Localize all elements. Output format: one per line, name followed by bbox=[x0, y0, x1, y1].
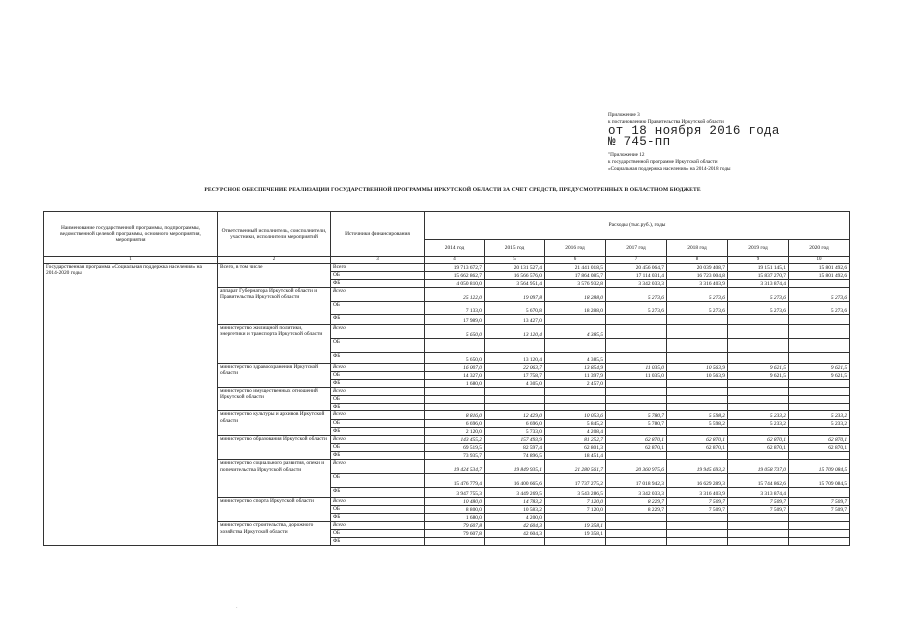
value-cell bbox=[789, 404, 850, 411]
column-name-header: Наименование государственной программы, подпрограммы, ведомственной целевой программы, основного мероприятия, мероприятия bbox=[44, 212, 218, 257]
value-cell: 7 133,0 bbox=[425, 302, 485, 315]
value-cell bbox=[728, 388, 789, 396]
value-cell bbox=[789, 380, 850, 388]
source-cell: Всего bbox=[331, 460, 425, 474]
value-cell: 19 151 145,1 bbox=[728, 264, 789, 272]
value-cell: 8 229,7 bbox=[606, 506, 667, 514]
value-cell: 21 441 018,5 bbox=[545, 264, 606, 272]
value-cell bbox=[606, 404, 667, 411]
value-cell: 5 273,6 bbox=[606, 288, 667, 302]
value-cell: 3 543 286,5 bbox=[545, 488, 606, 498]
value-cell bbox=[789, 530, 850, 538]
value-cell bbox=[485, 396, 545, 404]
value-cell: 19 358,1 bbox=[545, 530, 606, 538]
source-cell: ОБ bbox=[331, 272, 425, 280]
executor-cell: министерство социального развития, опеки и попечительства Иркутской области bbox=[218, 460, 331, 498]
value-cell bbox=[789, 353, 850, 364]
executor-cell: министерство имущественных отношений Иркутской области bbox=[218, 388, 331, 411]
value-cell bbox=[789, 325, 850, 339]
source-cell: ОБ bbox=[331, 530, 425, 538]
column-number: 9 bbox=[728, 257, 789, 264]
value-cell bbox=[606, 452, 667, 460]
year-header: 2016 год bbox=[545, 240, 606, 257]
executor-cell: министерство здравоохранения Иркутской области bbox=[218, 364, 331, 388]
year-header: 2019 год bbox=[728, 240, 789, 257]
value-cell bbox=[667, 452, 728, 460]
year-header: 2018 год bbox=[667, 240, 728, 257]
value-cell bbox=[728, 380, 789, 388]
value-cell: 11 035,0 bbox=[606, 372, 667, 380]
value-cell: 5 650,0 bbox=[425, 325, 485, 339]
value-cell: 4 200,0 bbox=[485, 514, 545, 522]
value-cell: 3 316 403,9 bbox=[667, 280, 728, 288]
value-cell: 17 018 942,3 bbox=[606, 474, 667, 488]
column-executor-header: Ответственный исполнитель, соисполнители, участники, исполнители мероприятий bbox=[218, 212, 331, 257]
value-cell: 5 780,7 bbox=[606, 411, 667, 420]
value-cell bbox=[789, 514, 850, 522]
value-cell bbox=[485, 404, 545, 411]
value-cell: 15 837 270,7 bbox=[728, 272, 789, 280]
value-cell bbox=[728, 530, 789, 538]
value-cell: 9 621,5 bbox=[789, 372, 850, 380]
source-cell: ФБ bbox=[331, 404, 425, 411]
value-cell bbox=[789, 339, 850, 353]
value-cell: 5 670,8 bbox=[485, 302, 545, 315]
value-cell: 157 493,9 bbox=[485, 436, 545, 444]
value-cell bbox=[728, 404, 789, 411]
value-cell: 3 342 033,3 bbox=[606, 280, 667, 288]
value-cell bbox=[425, 404, 485, 411]
value-cell: 5 598,2 bbox=[667, 420, 728, 428]
value-cell: 5 780,7 bbox=[606, 420, 667, 428]
value-cell: 7 509,7 bbox=[667, 506, 728, 514]
stamp-date: от 18 ноября 2016 года bbox=[608, 124, 780, 138]
value-cell: 10 563,9 bbox=[667, 372, 728, 380]
value-cell: 15 744 862,6 bbox=[728, 474, 789, 488]
value-cell: 10 563,9 bbox=[667, 364, 728, 372]
value-cell bbox=[789, 488, 850, 498]
value-cell: 5 650,0 bbox=[425, 353, 485, 364]
value-cell: 16 566 576,0 bbox=[485, 272, 545, 280]
document-title: РЕСУРСНОЕ ОБЕСПЕЧЕНИЕ РЕАЛИЗАЦИИ ГОСУДАРСТВЕННОЙ ПРОГРАММЫ ИРКУТСКОЙ ОБЛАСТИ ЗА СЧЕТ СРЕДСТВ, ПРЕДУСМОТРЕННЫХ В ОБЛАСТНОМ БЮДЖЕТЕ bbox=[204, 187, 701, 193]
value-cell: 5 273,6 bbox=[789, 288, 850, 302]
value-cell: 82 597,4 bbox=[485, 444, 545, 452]
value-cell: 5 273,6 bbox=[789, 302, 850, 315]
value-cell bbox=[789, 396, 850, 404]
value-cell bbox=[606, 396, 667, 404]
value-cell bbox=[728, 396, 789, 404]
value-cell: 10 480,0 bbox=[425, 498, 485, 506]
value-cell: 9 621,5 bbox=[728, 372, 789, 380]
source-cell: Всего bbox=[331, 436, 425, 444]
value-cell bbox=[667, 538, 728, 546]
column-number: 5 bbox=[485, 257, 545, 264]
executor-cell: министерство образования Иркутской области bbox=[218, 436, 331, 460]
source-cell: ОБ bbox=[331, 372, 425, 380]
value-cell: 25 122,0 bbox=[425, 288, 485, 302]
decree-label: к постановлению Правительства Иркутской области bbox=[608, 119, 724, 125]
value-cell bbox=[667, 380, 728, 388]
program-name-label: «Социальная поддержка населения» на 2014-2018 годы bbox=[608, 166, 731, 172]
column-number: 1 bbox=[44, 257, 218, 264]
value-cell: 6 696,0 bbox=[485, 420, 545, 428]
value-cell: 19 058 737,0 bbox=[728, 460, 789, 474]
value-cell bbox=[606, 522, 667, 530]
appendix-3-label: Приложение 3 bbox=[608, 112, 640, 118]
value-cell: 16 629 289,3 bbox=[667, 474, 728, 488]
value-cell: 19 713 672,7 bbox=[425, 264, 485, 272]
value-cell: 9 621,5 bbox=[789, 364, 850, 372]
source-cell: ФБ bbox=[331, 353, 425, 364]
value-cell: 69 519,5 bbox=[425, 444, 485, 452]
value-cell: 5 233,2 bbox=[789, 411, 850, 420]
value-cell: 6 696,0 bbox=[425, 420, 485, 428]
source-cell: ФБ bbox=[331, 514, 425, 522]
value-cell bbox=[728, 353, 789, 364]
executor-cell: аппарат Губернатора Иркутской области и Правительства Иркутской области bbox=[218, 288, 331, 325]
value-cell: 5 273,6 bbox=[667, 302, 728, 315]
source-cell: Всего bbox=[331, 288, 425, 302]
column-expenses-header: Расходы (тыс.руб.), годы bbox=[425, 212, 850, 240]
value-cell bbox=[485, 339, 545, 353]
value-cell: 4 385,5 bbox=[545, 353, 606, 364]
value-cell bbox=[728, 325, 789, 339]
year-header: 2020 год bbox=[789, 240, 850, 257]
value-cell: 4 385,5 bbox=[545, 325, 606, 339]
value-cell bbox=[728, 522, 789, 530]
value-cell: 11 397,9 bbox=[545, 372, 606, 380]
value-cell: 19 945 693,2 bbox=[667, 460, 728, 474]
value-cell bbox=[606, 315, 667, 325]
value-cell: 81 252,7 bbox=[545, 436, 606, 444]
value-cell: 7 509,7 bbox=[728, 498, 789, 506]
value-cell bbox=[667, 404, 728, 411]
value-cell bbox=[545, 404, 606, 411]
source-cell: Всего bbox=[331, 364, 425, 372]
source-cell: ОБ bbox=[331, 506, 425, 514]
value-cell: 13 854,9 bbox=[545, 364, 606, 372]
value-cell: 16 400 665,6 bbox=[485, 474, 545, 488]
value-cell: 62 870,1 bbox=[606, 436, 667, 444]
value-cell: 20 039 408,7 bbox=[667, 264, 728, 272]
value-cell: 42 604,3 bbox=[485, 530, 545, 538]
value-cell bbox=[789, 280, 850, 288]
value-cell: 8 229,7 bbox=[606, 498, 667, 506]
source-cell: ФБ bbox=[331, 428, 425, 436]
value-cell: 62 870,1 bbox=[667, 436, 728, 444]
executor-cell: министерство строительства, дорожного хозяйства Иркутской области bbox=[218, 522, 331, 546]
value-cell bbox=[545, 339, 606, 353]
value-cell: 17 737 275,2 bbox=[545, 474, 606, 488]
value-cell: 18 288,0 bbox=[545, 302, 606, 315]
column-source-header: Источники финансирования bbox=[331, 212, 425, 257]
value-cell bbox=[485, 388, 545, 396]
value-cell: 3 449 269,5 bbox=[485, 488, 545, 498]
value-cell: 73 935,7 bbox=[425, 452, 485, 460]
value-cell: 79 607,8 bbox=[425, 522, 485, 530]
value-cell: 17 758,7 bbox=[485, 372, 545, 380]
value-cell bbox=[789, 428, 850, 436]
value-cell: 19 424 534,7 bbox=[425, 460, 485, 474]
value-cell: 7 509,7 bbox=[667, 498, 728, 506]
value-cell: 18 288,0 bbox=[545, 288, 606, 302]
value-cell: 5 273,6 bbox=[667, 288, 728, 302]
value-cell: 5 233,2 bbox=[728, 420, 789, 428]
source-cell: ОБ bbox=[331, 339, 425, 353]
column-number: 10 bbox=[789, 257, 850, 264]
value-cell: 74 896,5 bbox=[485, 452, 545, 460]
source-cell: ФБ bbox=[331, 452, 425, 460]
stamp-number: № 745-пп bbox=[608, 135, 671, 149]
executor-cell: министерство спорта Иркутской области bbox=[218, 498, 331, 522]
value-cell bbox=[545, 396, 606, 404]
program-label: к государственной программе Иркутской области bbox=[608, 159, 718, 165]
value-cell: 16 007,0 bbox=[425, 364, 485, 372]
value-cell bbox=[606, 380, 667, 388]
value-cell: 4 050 810,0 bbox=[425, 280, 485, 288]
value-cell: 4 305,0 bbox=[485, 380, 545, 388]
value-cell: 17 989,0 bbox=[425, 315, 485, 325]
value-cell: 19 358,1 bbox=[545, 522, 606, 530]
table-row bbox=[44, 264, 850, 272]
decree-stamp bbox=[608, 126, 780, 148]
value-cell: 10 583,2 bbox=[485, 506, 545, 514]
value-cell: 5 845,2 bbox=[545, 420, 606, 428]
year-header: 2014 год bbox=[425, 240, 485, 257]
value-cell bbox=[425, 538, 485, 546]
value-cell bbox=[789, 388, 850, 396]
value-cell: 2 457,0 bbox=[545, 380, 606, 388]
value-cell bbox=[667, 353, 728, 364]
source-cell: ФБ bbox=[331, 315, 425, 325]
source-cell: ОБ bbox=[331, 302, 425, 315]
value-cell: 19 097,8 bbox=[485, 288, 545, 302]
value-cell: 5 273,6 bbox=[606, 302, 667, 315]
value-cell: 9 621,5 bbox=[728, 364, 789, 372]
source-cell: ФБ bbox=[331, 488, 425, 498]
value-cell: 4 208,4 bbox=[545, 428, 606, 436]
value-cell: 20 456 064,7 bbox=[606, 264, 667, 272]
value-cell bbox=[545, 514, 606, 522]
column-number: 6 bbox=[545, 257, 606, 264]
scan-mark: · bbox=[236, 606, 238, 611]
value-cell: 21 280 561,7 bbox=[545, 460, 606, 474]
value-cell: 20 131 527,4 bbox=[485, 264, 545, 272]
value-cell bbox=[728, 514, 789, 522]
value-cell bbox=[606, 428, 667, 436]
value-cell bbox=[425, 396, 485, 404]
value-cell: 18 451,4 bbox=[545, 452, 606, 460]
value-cell: 3 564 951,4 bbox=[485, 280, 545, 288]
value-cell: 1 680,0 bbox=[425, 514, 485, 522]
value-cell: 11 035,0 bbox=[606, 364, 667, 372]
value-cell bbox=[606, 538, 667, 546]
value-cell: 79 607,8 bbox=[425, 530, 485, 538]
value-cell: 7 509,7 bbox=[789, 506, 850, 514]
value-cell: 8 800,0 bbox=[425, 506, 485, 514]
column-number: 8 bbox=[667, 257, 728, 264]
value-cell: 62 870,1 bbox=[728, 444, 789, 452]
value-cell: 14 327,0 bbox=[425, 372, 485, 380]
value-cell bbox=[606, 388, 667, 396]
value-cell bbox=[667, 428, 728, 436]
value-cell bbox=[789, 522, 850, 530]
year-header: 2017 год bbox=[606, 240, 667, 257]
value-cell: 62 870,1 bbox=[606, 444, 667, 452]
value-cell bbox=[667, 315, 728, 325]
value-cell bbox=[425, 339, 485, 353]
value-cell bbox=[667, 339, 728, 353]
program-name-cell: Государственная программа «Социальная поддержка населения» на 2014-2020 годы bbox=[44, 264, 218, 546]
value-cell: 62 801,3 bbox=[545, 444, 606, 452]
value-cell bbox=[606, 514, 667, 522]
appendix-12-label: "Приложение 12 bbox=[608, 152, 645, 158]
value-cell: 15 801 492,6 bbox=[789, 264, 850, 272]
value-cell: 13 120,4 bbox=[485, 325, 545, 339]
source-cell: Всего bbox=[331, 411, 425, 420]
value-cell: 3 313 874,4 bbox=[728, 280, 789, 288]
value-cell: 62 870,1 bbox=[667, 444, 728, 452]
value-cell: 62 870,1 bbox=[789, 436, 850, 444]
value-cell bbox=[606, 339, 667, 353]
value-cell bbox=[606, 530, 667, 538]
value-cell: 5 598,2 bbox=[667, 411, 728, 420]
value-cell bbox=[606, 353, 667, 364]
value-cell: 15 709 084,5 bbox=[789, 460, 850, 474]
value-cell bbox=[667, 530, 728, 538]
value-cell: 5 273,6 bbox=[728, 288, 789, 302]
source-cell: Всего bbox=[331, 325, 425, 339]
value-cell: 15 662 862,7 bbox=[425, 272, 485, 280]
value-cell: 3 947 755,3 bbox=[425, 488, 485, 498]
value-cell: 3 342 033,3 bbox=[606, 488, 667, 498]
source-cell: ФБ bbox=[331, 538, 425, 546]
value-cell: 13 120,4 bbox=[485, 353, 545, 364]
value-cell bbox=[728, 315, 789, 325]
value-cell: 7 120,0 bbox=[545, 498, 606, 506]
value-cell bbox=[667, 514, 728, 522]
source-cell: ОБ bbox=[331, 420, 425, 428]
value-cell: 3 313 874,4 bbox=[728, 488, 789, 498]
source-cell: ОБ bbox=[331, 474, 425, 488]
source-cell: Всего bbox=[331, 522, 425, 530]
source-cell: ФБ bbox=[331, 280, 425, 288]
value-cell: 5 733,0 bbox=[485, 428, 545, 436]
value-cell: 19 849 935,1 bbox=[485, 460, 545, 474]
value-cell: 2 120,0 bbox=[425, 428, 485, 436]
value-cell: 15 801 492,6 bbox=[789, 272, 850, 280]
column-number: 4 bbox=[425, 257, 485, 264]
value-cell: 22 063,7 bbox=[485, 364, 545, 372]
value-cell: 12 429,0 bbox=[485, 411, 545, 420]
value-cell bbox=[545, 315, 606, 325]
value-cell: 5 233,2 bbox=[789, 420, 850, 428]
value-cell bbox=[667, 388, 728, 396]
value-cell: 17 864 085,7 bbox=[545, 272, 606, 280]
value-cell: 14 783,2 bbox=[485, 498, 545, 506]
value-cell: 42 604,3 bbox=[485, 522, 545, 530]
source-cell: ОБ bbox=[331, 444, 425, 452]
source-cell: Всего bbox=[331, 264, 425, 272]
executor-cell: министерство культуры и архивов Иркутской области bbox=[218, 411, 331, 436]
value-cell: 62 870,1 bbox=[789, 444, 850, 452]
value-cell: 20 360 975,6 bbox=[606, 460, 667, 474]
value-cell: 16 723 004,8 bbox=[667, 272, 728, 280]
value-cell: 7 509,7 bbox=[789, 498, 850, 506]
value-cell bbox=[789, 452, 850, 460]
value-cell: 3 316 403,9 bbox=[667, 488, 728, 498]
value-cell bbox=[789, 315, 850, 325]
value-cell bbox=[728, 452, 789, 460]
value-cell bbox=[545, 388, 606, 396]
value-cell: 143 455,2 bbox=[425, 436, 485, 444]
source-cell: ОБ bbox=[331, 396, 425, 404]
value-cell: 17 114 031,4 bbox=[606, 272, 667, 280]
value-cell: 13 427,0 bbox=[485, 315, 545, 325]
executor-cell: министерство жилищной политики, энергетики и транспорта Иркутской области bbox=[218, 325, 331, 364]
value-cell bbox=[728, 428, 789, 436]
value-cell bbox=[425, 388, 485, 396]
value-cell bbox=[728, 538, 789, 546]
value-cell: 10 053,6 bbox=[545, 411, 606, 420]
value-cell bbox=[606, 325, 667, 339]
column-number: 3 bbox=[331, 257, 425, 264]
value-cell: 5 233,2 bbox=[728, 411, 789, 420]
program-header bbox=[608, 152, 868, 173]
source-cell: ФБ bbox=[331, 380, 425, 388]
value-cell bbox=[667, 522, 728, 530]
source-cell: Всего bbox=[331, 388, 425, 396]
executor-cell: Всего, в том числе bbox=[218, 264, 331, 288]
year-header: 2015 год bbox=[485, 240, 545, 257]
value-cell: 8 816,0 bbox=[425, 411, 485, 420]
value-cell: 1 680,0 bbox=[425, 380, 485, 388]
value-cell: 3 576 932,8 bbox=[545, 280, 606, 288]
value-cell: 62 870,1 bbox=[728, 436, 789, 444]
column-number: 2 bbox=[218, 257, 331, 264]
resource-table bbox=[43, 211, 850, 546]
value-cell bbox=[728, 339, 789, 353]
value-cell bbox=[485, 538, 545, 546]
value-cell: 7 120,0 bbox=[545, 506, 606, 514]
column-number: 7 bbox=[606, 257, 667, 264]
value-cell: 15 709 084,5 bbox=[789, 474, 850, 488]
value-cell bbox=[545, 538, 606, 546]
value-cell: 15 476 779,4 bbox=[425, 474, 485, 488]
source-cell: Всего bbox=[331, 498, 425, 506]
value-cell: 5 273,6 bbox=[728, 302, 789, 315]
value-cell: 7 509,7 bbox=[728, 506, 789, 514]
value-cell bbox=[789, 538, 850, 546]
value-cell bbox=[667, 325, 728, 339]
value-cell bbox=[667, 396, 728, 404]
